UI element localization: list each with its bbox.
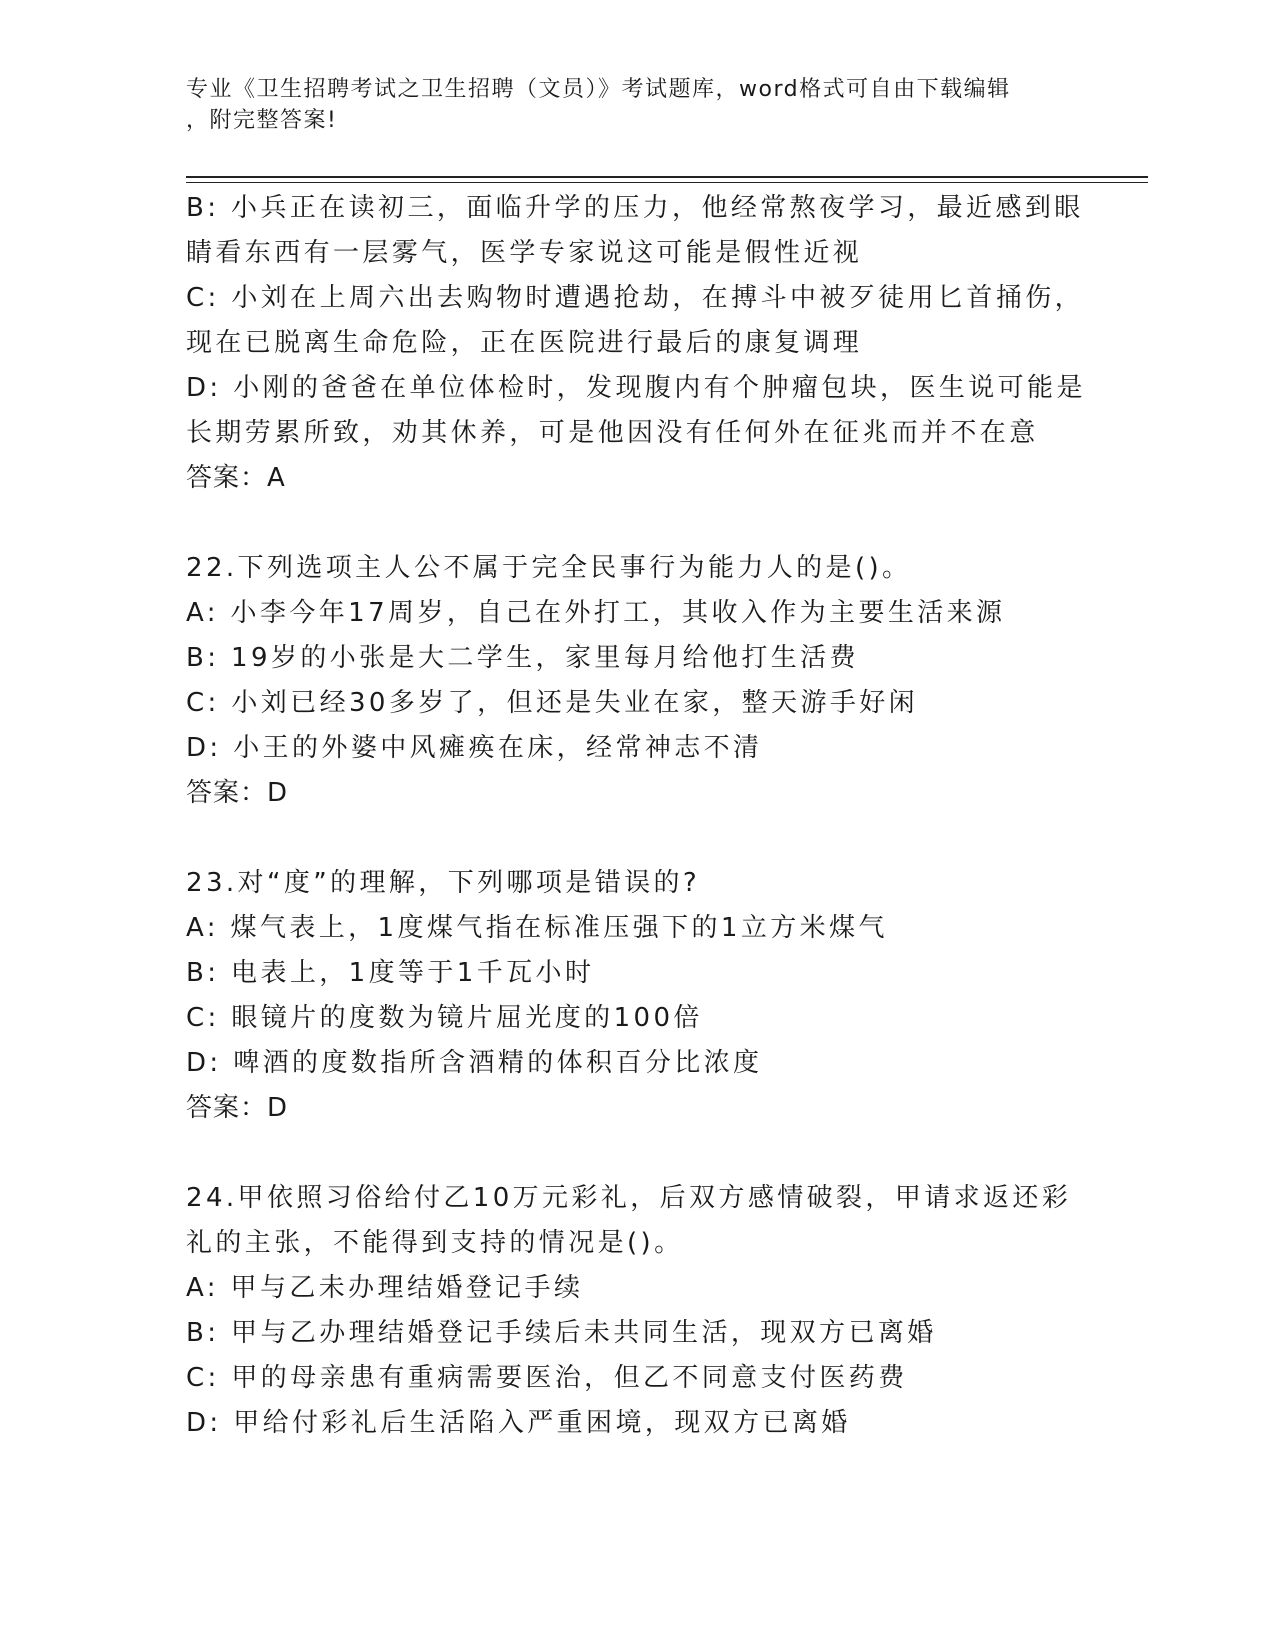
option-d: D: 小王的外婆中风瘫痪在床，经常神志不清 — [186, 733, 763, 763]
answer-line: 答案：D — [186, 778, 289, 808]
question-stem-line-1: 24.甲依照习俗给付乙10万元彩礼，后双方感情破裂，甲请求返还彩 — [186, 1183, 1072, 1213]
option-b: B: 19岁的小张是大二学生，家里每月给他打生活费 — [186, 643, 859, 673]
spacer — [186, 1131, 1086, 1176]
question-stem: 23.对“度”的理解，下列哪项是错误的? — [186, 868, 701, 898]
answer-line: 答案：A — [186, 463, 286, 493]
option-c-line-2: 现在已脱离生命危险，正在医院进行最后的康复调理 — [186, 328, 863, 358]
header-line-1: 专业《卫生招聘考试之卫生招聘（文员）》考试题库，word格式可自由下载编辑 — [186, 77, 1011, 102]
option-a: A: 煤气表上，1度煤气指在标准压强下的1立方米煤气 — [186, 913, 888, 943]
header-line-2: ，附完整答案! — [186, 108, 338, 133]
spacer — [186, 501, 1086, 546]
option-c: C: 甲的母亲患有重病需要医治，但乙不同意支付医药费 — [186, 1363, 908, 1393]
question-list — [186, 186, 1086, 1446]
question-22 — [186, 546, 1086, 816]
option-d: D: 啤酒的度数指所含酒精的体积百分比浓度 — [186, 1048, 763, 1078]
option-a: A: 甲与乙未办理结婚登记手续 — [186, 1273, 584, 1303]
question-stem-line-2: 礼的主张，不能得到支持的情况是()。 — [186, 1228, 684, 1258]
option-d-line-1: D: 小刚的爸爸在单位体检时，发现腹内有个肿瘤包块，医生说可能是 — [186, 373, 1086, 403]
option-d-line-2: 长期劳累所致，劝其休养，可是他因没有任何外在征兆而并不在意 — [186, 418, 1039, 448]
option-a: A: 小李今年17周岁，自己在外打工，其收入作为主要生活来源 — [186, 598, 1006, 628]
spacer — [186, 816, 1086, 861]
question-23 — [186, 861, 1086, 1131]
document-header — [186, 74, 1066, 136]
question-21-continued — [186, 186, 1086, 501]
question-stem: 22.下列选项主人公不属于完全民事行为能力人的是()。 — [186, 553, 912, 583]
option-c: C: 眼镜片的度数为镜片屈光度的100倍 — [186, 1003, 703, 1033]
option-b-line-2: 睛看东西有一层雾气，医学专家说这可能是假性近视 — [186, 238, 863, 268]
header-divider-thin — [186, 182, 1148, 183]
option-c: C: 小刘已经30多岁了，但还是失业在家，整天游手好闲 — [186, 688, 919, 718]
option-b: B: 电表上，1度等于1千瓦小时 — [186, 958, 595, 988]
option-d: D: 甲给付彩礼后生活陷入严重困境，现双方已离婚 — [186, 1408, 851, 1438]
header-divider-thick — [186, 176, 1148, 178]
question-24 — [186, 1176, 1086, 1446]
option-b-line-1: B: 小兵正在读初三，面临升学的压力，他经常熬夜学习，最近感到眼 — [186, 193, 1084, 223]
option-c-line-1: C: 小刘在上周六出去购物时遭遇抢劫，在搏斗中被歹徒用匕首捅伤， — [186, 283, 1084, 313]
answer-line: 答案：D — [186, 1093, 289, 1123]
option-b: B: 甲与乙办理结婚登记手续后未共同生活，现双方已离婚 — [186, 1318, 937, 1348]
